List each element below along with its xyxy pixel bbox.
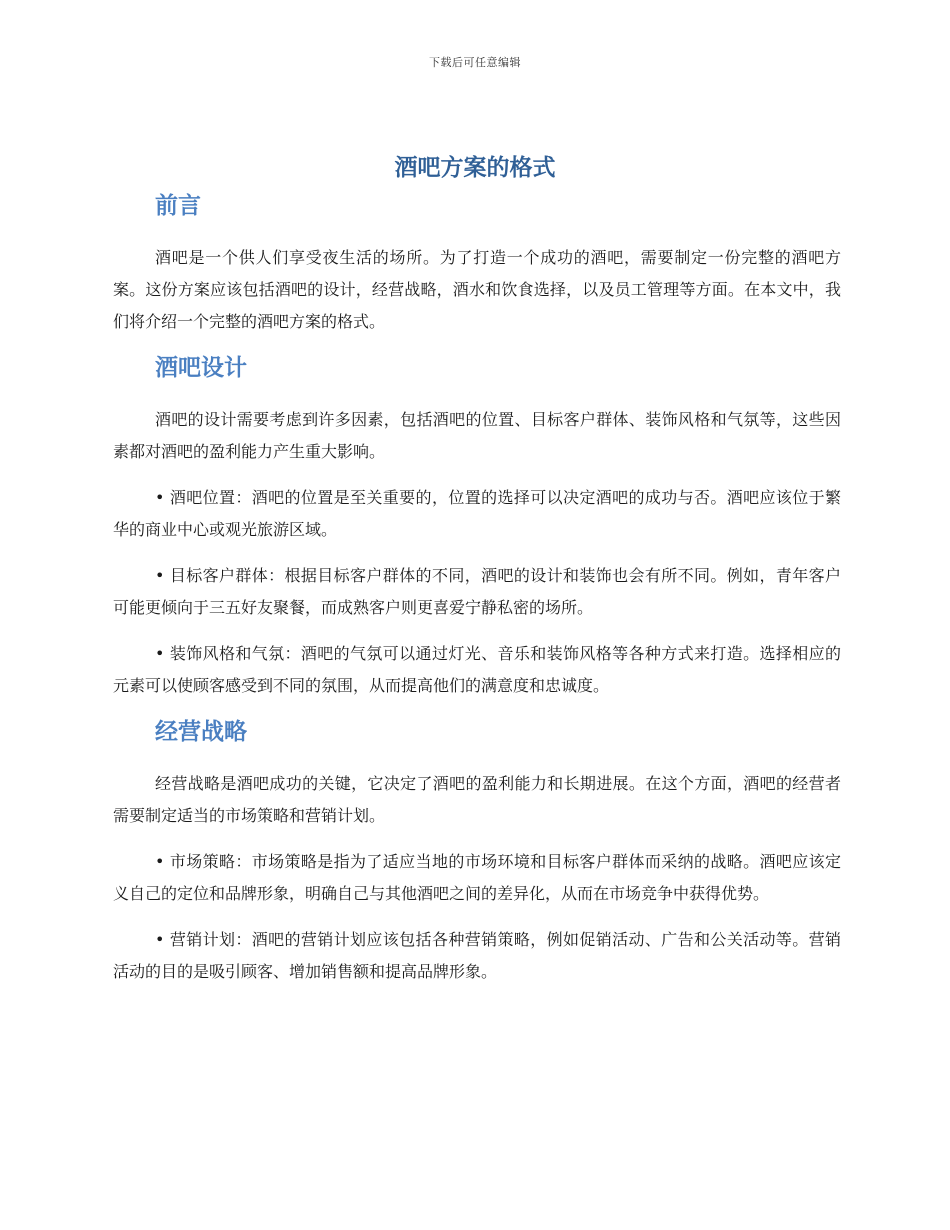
bullet-paragraph: • 酒吧位置：酒吧的位置是至关重要的，位置的选择可以决定酒吧的成功与否。酒吧应该位于繁华的商业中心或观光旅游区域。 [113,488,841,539]
section-bar-design [113,350,841,702]
section-business-strategy [113,714,841,988]
section-preface [113,188,841,338]
bullet-paragraph: • 市场策略：市场策略是指为了适应当地的市场环境和目标客户群体而采纳的战略。酒吧应该定义自己的定位和品牌形象，明确自己与其他酒吧之间的差异化，从而在市场竞争中获得优势。 [113,852,841,903]
document-title: 酒吧方案的格式 [394,155,556,181]
bullet-paragraph: • 目标客户群体：根据目标客户群体的不同，酒吧的设计和装饰也会有所不同。例如，青年客户可能更倾向于三五好友聚餐，而成熟客户则更喜爱宁静私密的场所。 [113,566,841,617]
bullet-paragraph: • 营销计划：酒吧的营销计划应该包括各种营销策略，例如促销活动、广告和公关活动等。营销活动的目的是吸引顾客、增加销售额和提高品牌形象。 [113,930,841,981]
section-heading: 前言 [155,193,201,219]
paragraph: 酒吧的设计需要考虑到许多因素，包括酒吧的位置、目标客户群体、装饰风格和气氛等，这些因素都对酒吧的盈利能力产生重大影响。 [113,410,841,461]
paragraph: 经营战略是酒吧成功的关键，它决定了酒吧的盈利能力和长期进展。在这个方面，酒吧的经营者需要制定适当的市场策略和营销计划。 [113,774,841,825]
document-body [113,188,841,1002]
page-header: 下载后可任意编辑 [429,56,521,69]
section-heading: 酒吧设计 [155,355,247,381]
paragraph: 酒吧是一个供人们享受夜生活的场所。为了打造一个成功的酒吧，需要制定一份完整的酒吧方案。这份方案应该包括酒吧的设计，经营战略，酒水和饮食选择，以及员工管理等方面。在本文中，我们将介绍一个完整的酒吧方案的格式。 [113,248,841,331]
bullet-paragraph: • 装饰风格和气氛：酒吧的气氛可以通过灯光、音乐和装饰风格等各种方式来打造。选择相应的元素可以使顾客感受到不同的氛围，从而提高他们的满意度和忠诚度。 [113,644,841,695]
section-heading: 经营战略 [155,719,247,745]
